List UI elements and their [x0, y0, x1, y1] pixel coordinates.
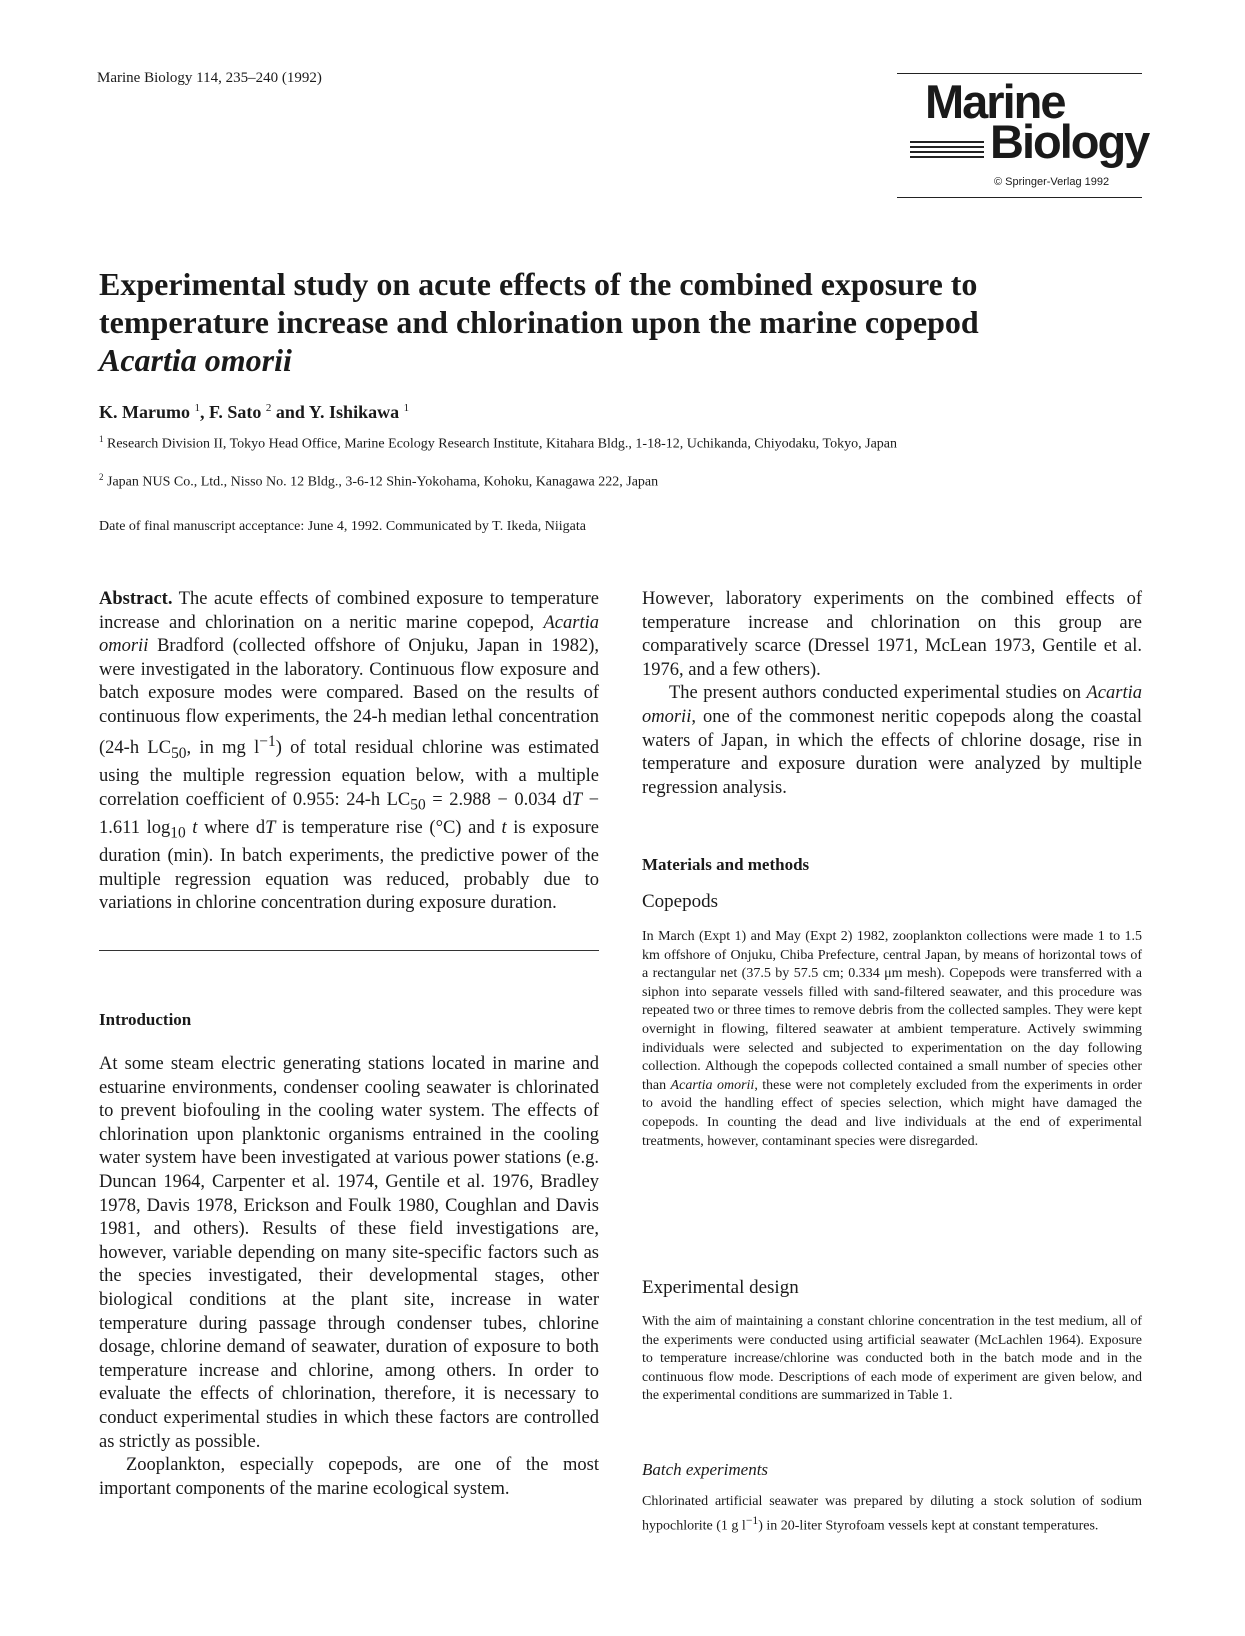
copepods-heading: Copepods — [642, 891, 718, 912]
journal-logo-lines — [910, 141, 984, 166]
abstract-divider — [99, 950, 599, 951]
batch-experiments-body: Chlorinated artificial seawater was prepared by diluting a stock solution of sodium hypochlorite (1 g $l^{-1}$) in 20-liter Styrofoam vessels kept at constant temperatures. — [642, 1494, 1142, 1534]
article-title: Experimental study on acute effects of the combined exposure to temperature increase and chlorination upon the marine copepod Acartia omorii — [99, 266, 979, 378]
author-name: F. Sato — [208, 402, 262, 422]
author-affiliation-marker: 2 — [265, 402, 272, 414]
abstract: Abstract. The acute effects of combined exposure to temperature increase and chlorination on a neritic marine copepod, Acartia omorii Bradford (collected offshore of Onjuku, Japan in 1982), were investigated in the laboratory. Continuous flow exposure and batch exposure modes were compared. Based on the results of continuous flow experiments, the 24-h median lethal concentration (24-h $LC_{50}$, in mg $l^{-1}$) of total residual chlorine was estimated using the multiple regression equation below, with a multiple correlation coefficient of 0.955: 24-h $LC_{50} = 2.988 - 0.034$ dT − 1.611 $\log_{10} t$ where dT is temperature rise (°C) and t is exposure duration (min). In batch experiments, the predictive power of the multiple regression equation was reduced, probably due to variations in chlorine concentration during exposure duration. — [99, 589, 600, 914]
introduction-body — [99, 1053, 599, 1501]
abstract-label: Abstract. — [99, 589, 173, 609]
intro-paragraph: Zooplankton, especially copepods, are one of the most important components of the marine ecological system. — [99, 1455, 599, 1499]
journal-citation: Marine Biology 114, 235–240 (1992) — [97, 70, 322, 86]
intro-paragraph: However, laboratory experiments on the combined effects of temperature increase and chlorination on this group are comparatively scarce (Dressel 1971, McLean 1973, Gentile et al. 1976, and a few others). — [642, 589, 1142, 680]
author-list: K. Marumo $^1$, F. Sato $^2$ and Y. Ishikawa $^1$ — [99, 402, 410, 422]
copyright-notice: © Springer-Verlag 1992 — [994, 176, 1110, 188]
batch-experiments-heading: Batch experiments — [642, 1460, 769, 1479]
author-name: K. Marumo — [99, 402, 190, 422]
author-affiliation-marker: 1 — [403, 402, 410, 414]
intro-paragraph: The present authors conducted experimental studies on Acartia omorii, one of the commonest neritic copepods along the coastal waters of Japan, in which the effects of chlorine dosage, rise in temperature and exposure duration were analyzed by multiple regression analysis. — [642, 683, 1142, 798]
experimental-design-heading: Experimental design — [642, 1277, 799, 1298]
methods-heading: Materials and methods — [642, 855, 810, 874]
introduction-heading: Introduction — [99, 1010, 192, 1029]
copepods-body: In March (Expt 1) and May (Expt 2) 1982, zooplankton collections were made 1 to 1.5 km offshore of Onjuku, Chiba Prefecture, central Japan, by means of horizontal tows of a rectangular net (37.5 by 57.5 cm; 0.334 μm mesh). Copepods were transferred with a siphon into separate vessels filled with sand-filtered seawater, and this procedure was repeated two or three times to remove debris from the collected samples. They were kept overnight in flowing, filtered seawater at ambient temperature. Actively swimming individuals were selected and subjected to experimentation on the day following collection. Although the copepods collected contained a small number of species other than Acartia omorii, these were not completely excluded from the experiments in order to avoid the handling effect of species selection, which might have damaged the copepods. In counting the dead and live individuals at the end of experimental treatments, however, contaminant species were disregarded. — [642, 929, 1142, 1149]
affiliation-2: $^2$ Japan NUS Co., Ltd., Nisso No. 12 Bldg., 3-6-12 Shin-Yokohama, Kohoku, Kanagawa 222, Japan — [99, 472, 659, 490]
author-name: Y. Ishikawa — [308, 402, 400, 422]
affiliation-1: $^1$ Research Division II, Tokyo Head Office, Marine Ecology Research Institute, Kitahara Bldg., 1-18-12, Uchikanda, Chiyodaku, Tokyo, Japan — [99, 434, 898, 452]
acceptance-date: Date of final manuscript acceptance: June 4, 1992. Communicated by T. Ikeda, Niigata — [99, 519, 586, 534]
intro-continued — [642, 588, 1142, 800]
logo-top-rule — [897, 73, 1142, 74]
journal-logo-marine: Marine — [925, 75, 1065, 128]
author-affiliation-marker: 1 — [194, 402, 200, 414]
intro-paragraph: At some steam electric generating stations located in marine and estuarine environments, condenser cooling seawater is chlorinated to prevent biofouling in the cooling water system. The effects of chlorination upon planktonic organisms entrained in the cooling water system have been investigated at various power stations (e.g. Duncan 1964, Carpenter et al. 1974, Gentile et al. 1976, Bradley 1978, Davis 1978, Erickson and Foulk 1980, Coughlan and Davis 1981, and others). Results of these field investigations are, however, variable depending on many site-specific factors such as the species investigated, their developmental stages, other biological conditions at the plant site, increase in water temperature during passage through condenser tubes, chlorine dosage, chlorine demand of seawater, duration of exposure to both temperature increase and chlorine, among others. In order to evaluate the effects of chlorination, therefore, it is necessary to conduct experimental studies in which these factors are controlled as strictly as possible. — [99, 1054, 599, 1452]
journal-logo-biology: Biology — [990, 115, 1149, 168]
logo-bottom-rule — [897, 197, 1142, 198]
experimental-design-body: With the aim of maintaining a constant chlorine concentration in the test medium, all of the experiments were conducted using artificial seawater (McLachlen 1964). Exposure to temperature increase/chlorine was conducted both in the batch mode and in the continuous flow mode. Descriptions of each mode of experiment are given below, and the experimental conditions are summarized in Table 1. — [642, 1314, 1142, 1404]
